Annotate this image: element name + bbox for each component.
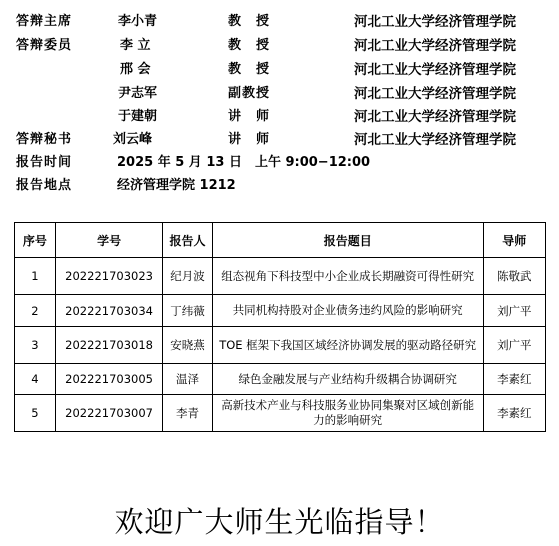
cell-id: 202221703018 xyxy=(55,327,162,364)
place-label: 报告地点 xyxy=(16,178,73,193)
member-row xyxy=(0,59,559,81)
member-title: 教 授 xyxy=(228,38,271,53)
secretary-label: 答辩秘书 xyxy=(16,132,73,147)
cell-presenter: 纪月波 xyxy=(163,258,212,295)
cell-topic: TOE 框架下我国区域经济协调发展的驱动路径研究 xyxy=(212,327,483,364)
header-topic: 报告题目 xyxy=(212,223,483,258)
member-affiliation: 河北工业大学经济管理学院 xyxy=(354,109,516,125)
table-header-row xyxy=(15,223,546,258)
header-presenter: 报告人 xyxy=(163,223,212,258)
welcome-message: 欢迎广大师生光临指导！ xyxy=(114,505,445,539)
cell-advisor: 李素红 xyxy=(483,364,545,395)
cell-id: 202221703005 xyxy=(55,364,162,395)
secretary-name: 刘云峰 xyxy=(113,132,153,147)
time-label: 报告时间 xyxy=(16,155,73,170)
member-row xyxy=(0,83,559,105)
cell-no: 4 xyxy=(15,364,56,395)
cell-presenter: 李青 xyxy=(163,395,212,432)
chair-title: 教 授 xyxy=(228,14,271,29)
cell-advisor: 刘广平 xyxy=(483,295,545,327)
member-affiliation: 河北工业大学经济管理学院 xyxy=(354,62,516,78)
table-row xyxy=(15,295,546,327)
cell-presenter: 安晓燕 xyxy=(163,327,212,364)
member-row xyxy=(0,35,559,57)
member-name: 李 立 xyxy=(120,38,151,53)
cell-no: 3 xyxy=(15,327,56,364)
cell-no: 5 xyxy=(15,395,56,432)
member-title: 副教授 xyxy=(228,86,271,101)
schedule-table xyxy=(14,222,546,432)
cell-no: 1 xyxy=(15,258,56,295)
cell-id: 202221703007 xyxy=(55,395,162,432)
place-value: 经济管理学院 1212 xyxy=(117,178,236,193)
cell-id: 202221703023 xyxy=(55,258,162,295)
cell-no: 2 xyxy=(15,295,56,327)
cell-topic: 组态视角下科技型中小企业成长期融资可得性研究 xyxy=(212,258,483,295)
member-title: 讲 师 xyxy=(228,109,271,124)
cell-topic: 绿色金融发展与产业结构升级耦合协调研究 xyxy=(212,364,483,395)
header-no: 序号 xyxy=(15,223,56,258)
member-affiliation: 河北工业大学经济管理学院 xyxy=(354,38,516,54)
time-row xyxy=(0,152,559,174)
chair-label: 答辩主席 xyxy=(16,14,73,29)
secretary-row xyxy=(0,129,559,151)
members-label: 答辩委员 xyxy=(16,38,73,53)
cell-advisor: 李素红 xyxy=(483,395,545,432)
member-name: 尹志军 xyxy=(118,86,158,101)
cell-advisor: 刘广平 xyxy=(483,327,545,364)
table-row xyxy=(15,395,546,432)
cell-presenter: 丁纬薇 xyxy=(163,295,212,327)
chair-row xyxy=(0,11,559,33)
chair-name: 李小青 xyxy=(118,14,158,29)
header-id: 学号 xyxy=(55,223,162,258)
cell-id: 202221703034 xyxy=(55,295,162,327)
cell-topic: 共同机构持股对企业债务违约风险的影响研究 xyxy=(212,295,483,327)
member-name: 于建朝 xyxy=(118,109,158,124)
chair-affiliation: 河北工业大学经济管理学院 xyxy=(354,14,516,30)
member-name: 邢 会 xyxy=(120,62,151,77)
member-affiliation: 河北工业大学经济管理学院 xyxy=(354,86,516,102)
time-value: 2025 年 5 月 13 日 上午 9:00−12:00 xyxy=(117,155,371,170)
table-row xyxy=(15,258,546,295)
table-row xyxy=(15,327,546,364)
table-row xyxy=(15,364,546,395)
member-row xyxy=(0,106,559,128)
place-row xyxy=(0,175,559,197)
cell-presenter: 温泽 xyxy=(163,364,212,395)
cell-advisor: 陈敬武 xyxy=(483,258,545,295)
cell-topic: 高新技术产业与科技服务业协同集聚对区域创新能力的影响研究 xyxy=(212,395,483,432)
member-title: 教 授 xyxy=(228,62,271,77)
header-advisor: 导师 xyxy=(483,223,545,258)
secretary-affiliation: 河北工业大学经济管理学院 xyxy=(354,132,516,148)
secretary-title: 讲 师 xyxy=(228,132,271,147)
